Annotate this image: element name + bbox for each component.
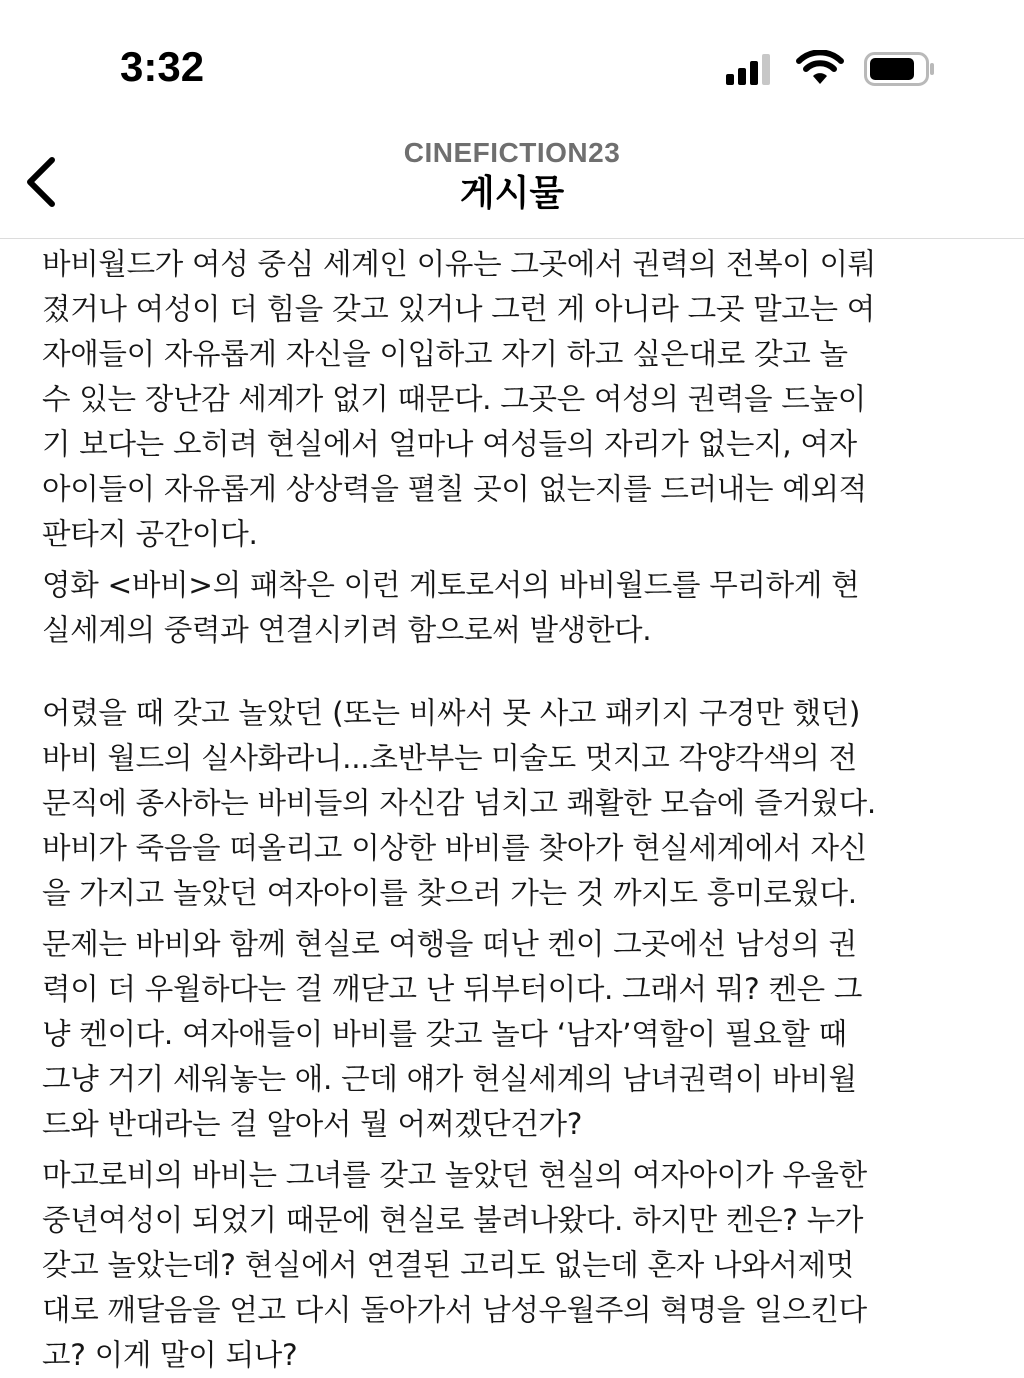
cellular-signal-icon: [726, 54, 774, 86]
page-title: 게시물: [459, 173, 565, 214]
post-line: 을 가지고 놀았던 여자아이를 찾으러 가는 것 까지도 흥미로웠다.: [42, 876, 857, 910]
post-paragraph: [42, 242, 982, 557]
post-paragraph: [42, 563, 982, 653]
post-line: 어렸을 때 갖고 놀았던 (또는 비싸서 못 사고 패키지 구경만 했던): [42, 696, 861, 730]
battery-icon: [864, 52, 936, 86]
post-body: [42, 242, 982, 1378]
post-line: 수 있는 장난감 세계가 없기 때문다. 그곳은 여성의 권력을 드높이: [42, 382, 866, 416]
post-line: 중년여성이 되었기 때문에 현실로 불려나왔다. 하지만 켄은? 누가: [42, 1203, 864, 1237]
status-time: 3:32: [120, 43, 205, 90]
status-icons: [726, 48, 956, 88]
post-line: 드와 반대라는 걸 알아서 뭘 어쩌겠단건가?: [42, 1107, 583, 1141]
post-line: 바비 월드의 실사화라니...초반부는 미술도 멋지고 각양각색의 전: [42, 741, 857, 775]
post-paragraph: [42, 1153, 982, 1378]
post-line: 력이 더 우월하다는 걸 깨닫고 난 뒤부터이다. 그래서 뭐? 켄은 그: [42, 972, 863, 1006]
post-line: 바비월드가 여성 중심 세계인 이유는 그곳에서 권력의 전복이 이뤄: [42, 247, 876, 281]
post-line: 아이들이 자유롭게 상상력을 펼칠 곳이 없는지를 드러내는 예외적: [42, 472, 867, 506]
post-line: 마고로비의 바비는 그녀를 갖고 놀았던 현실의 여자아이가 우울한: [42, 1158, 867, 1192]
account-name[interactable]: CINEFICTION23: [403, 137, 621, 168]
post-line: 자애들이 자유롭게 자신을 이입하고 자기 하고 싶은대로 갖고 놀: [42, 337, 848, 371]
nav-bar: [0, 120, 1024, 239]
post-line: 실세계의 중력과 연결시키려 함으로써 발생한다.: [42, 613, 652, 647]
post-line: 영화 <바비>의 패착은 이런 게토로서의 바비월드를 무리하게 현: [42, 568, 860, 602]
wifi-icon: [796, 50, 844, 86]
post-line: 판타지 공간이다.: [42, 517, 258, 551]
post-line: 고? 이게 말이 되나?: [42, 1338, 298, 1372]
status-bar: [0, 0, 1024, 120]
post-line: 졌거나 여성이 더 힘을 갖고 있거나 그런 게 아니라 그곳 말고는 여: [42, 292, 875, 326]
post-line: 문직에 종사하는 바비들의 자신감 넘치고 쾌활한 모습에 즐거웠다.: [42, 786, 876, 820]
post-line: 기 보다는 오히려 현실에서 얼마나 여성들의 자리가 없는지, 여자: [42, 427, 857, 461]
post-line: 냥 켄이다. 여자애들이 바비를 갖고 놀다 ‘남자’역할이 필요할 때: [42, 1017, 847, 1051]
post-paragraph: [42, 922, 982, 1147]
post-paragraph: [42, 691, 982, 916]
post-line: 문제는 바비와 함께 현실로 여행을 떠난 켄이 그곳에선 남성의 권: [42, 927, 857, 961]
post-line: 바비가 죽음을 떠올리고 이상한 바비를 찾아가 현실세계에서 자신: [42, 831, 867, 865]
post-line: 갖고 놀았는데? 현실에서 연결된 고리도 없는데 혼자 나와서제멋: [42, 1248, 855, 1282]
post-line: 그냥 거기 세워놓는 애. 근데 얘가 현실세계의 남녀권력이 바비월: [42, 1062, 857, 1096]
post-line: 대로 깨달음을 얻고 다시 돌아가서 남성우월주의 혁명을 일으킨다: [42, 1293, 867, 1327]
